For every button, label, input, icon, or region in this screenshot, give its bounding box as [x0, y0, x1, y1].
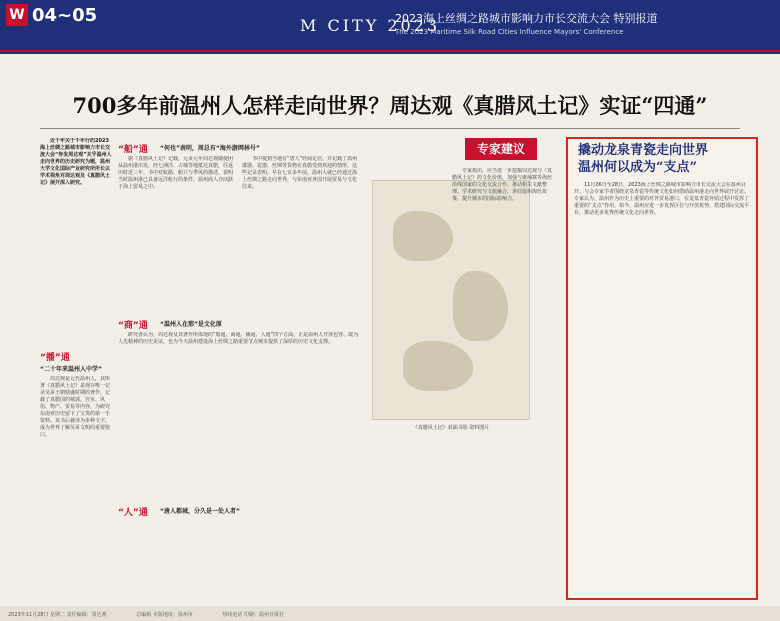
- headline-rule: [40, 128, 740, 129]
- main-headline: 700多年前温州人怎样走向世界？周达观《真腊风土记》实证“四通”: [72, 93, 708, 118]
- expert-advice-text: 专家指出，应当进一步挖掘周达观与《真腊风土记》的文化价值，加强与柬埔寨等海丝沿线国家的文化交流合作，推动相关文献整理、学术研究与文旅融合，讲好温州海丝故事，提升城市的国际影响力。: [452, 168, 552, 202]
- map-land-shape: [393, 211, 453, 261]
- header-divider: [0, 50, 780, 52]
- conference-brand: M CITY 2023: [300, 16, 441, 35]
- section-title-people: “唐人都城，分久是一处人者”: [160, 508, 240, 515]
- sidebar-article-text: 11月26日至28日，2023海上丝绸之路城市影响力市长交流大会在温州召开。与会专家学者围绕龙泉青瓷等传统文化如何借助温州港走向世界展开讨论。专家认为，温州作为历史上重要的对外贸易港口，在龙泉青瓷外销过程中发挥了重要的“支点”作用。如今，温州应进一步发挥区位与开放优势，搭建国际交流平台，推动更多优秀传统文化走向世界。: [574, 182, 750, 216]
- page-header: [0, 0, 780, 54]
- section-title-trade: “温州人在那”是文化原: [160, 321, 222, 328]
- newspaper-logo: W: [6, 4, 28, 26]
- section-label-people: “人”通: [118, 508, 148, 518]
- body-column-3: 书中提到当地有“唐人”经商定居，并记载了温州漆器、瓷器、丝绸等货物在真腊受到欢迎的情形。这些记录表明，早在七百多年前，温州人就已经通过海上丝绸之路走向世界，与东南亚各国开展贸易与文化往来。: [242, 156, 358, 190]
- expert-advice-badge: 专家建议: [465, 138, 537, 160]
- lead-paragraph: 近千年关于千年行的2023海上丝绸之路城市影响力市长交流大会“券发周达观”关乎温州人走向世界的历史研究为题，温州大学文化国际产业研究所所长以学术视角对周达观及《真腊风土记》展开深入研究。: [40, 138, 112, 186]
- conference-subtitle-en: The 2023 Maritime Silk Road Cities Influence Mayors' Conference: [395, 28, 624, 36]
- section-title-spread: “二十年来温州人中学”: [40, 366, 102, 373]
- image-caption: 《真腊风土记》封面书影 资料图片: [412, 425, 490, 431]
- sidebar-article-title: 撬动龙泉青瓷走向世界 温州何以成为“支点”: [578, 143, 709, 175]
- section-title-boat: “何也”表明，周总有“海外游网林号”: [160, 145, 260, 152]
- page-footer: 2023年11月28日 星期二 责任编辑：周达观 总编辑 本版地址：温州市 热线电话 印刷：温州日报社: [0, 606, 780, 621]
- section-label-trade: “商”通: [118, 321, 148, 331]
- conference-subtitle: 2023海上丝绸之路城市影响力市长交流大会 特别报道: [395, 12, 658, 25]
- page-numbers: 04~05: [32, 5, 98, 26]
- section-label-spread: “播”通: [40, 353, 70, 363]
- body-column-2: 据《真腊风土记》记载，元贞元年周达观随使团从温州港出发，经七洲洋、占城等地抵达真腊，往返历时近三年。书中对航路、船只与季风的描述，说明当时温州港已具备远洋航行的条件，温州商人亦活跃于海上贸易之中。: [118, 156, 234, 190]
- body-column-4: 研究者认为，周达观及其著作所体现的“船通、商通、播通、人通”四个方面，正是温州人开放包容、敢为人先精神的历史见证，也为今天温州建设海上丝绸之路重要节点城市提供了深厚的历史文化支撑。: [118, 332, 359, 345]
- body-column-1: 周达观是元代温州人，其所著《真腊风土记》是现存唯一记录吴哥王朝鼎盛时期的著作，记载了真腊国的城郭、宫室、风俗、物产、贸易等内容，为研究东南亚历史留下了宝贵的第一手资料。该书后被译为多种文字，成为世界了解吴哥文明的重要窗口。: [40, 376, 111, 438]
- section-label-boat: “船”通: [118, 145, 148, 155]
